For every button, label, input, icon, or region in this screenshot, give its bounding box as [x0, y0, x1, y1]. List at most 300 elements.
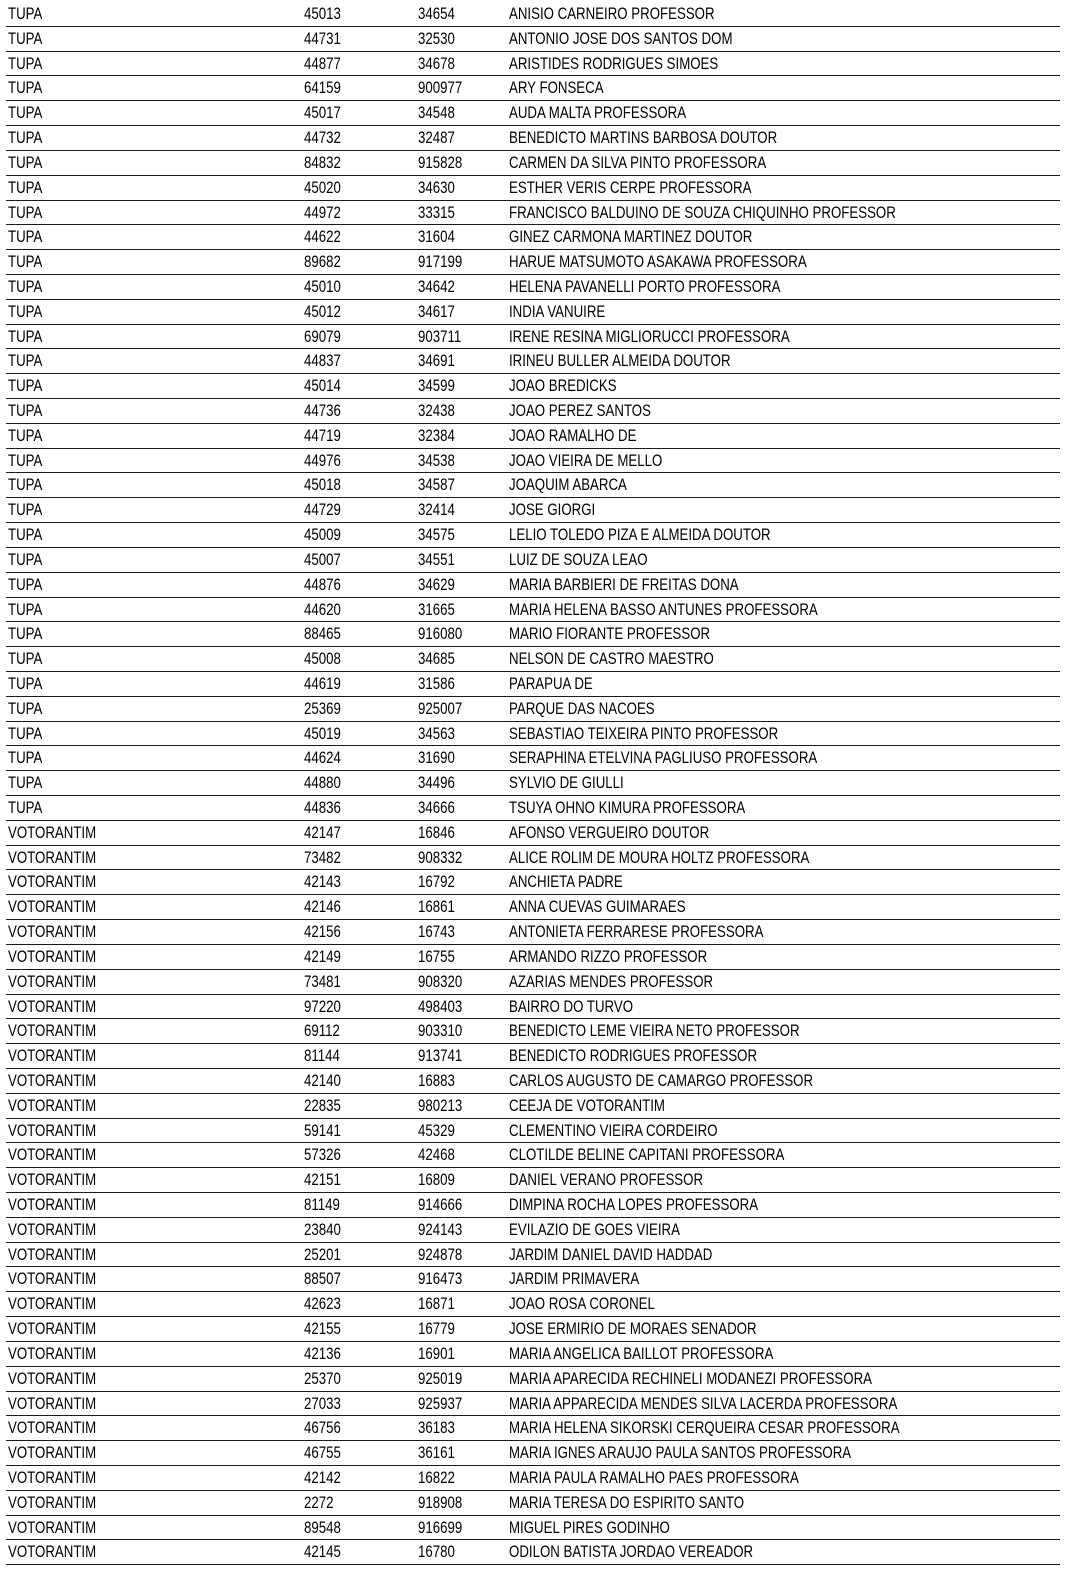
- table-row: [6, 498, 1060, 523]
- code-cell: 44876: [304, 574, 341, 594]
- city-cell: TUPA: [8, 376, 43, 396]
- city-cell: TUPA: [8, 152, 43, 172]
- cie-cell: 916473: [418, 1269, 463, 1289]
- table-row: [6, 846, 1060, 871]
- school-name-cell: CARLOS AUGUSTO DE CAMARGO PROFESSOR: [509, 1070, 814, 1090]
- cie-cell: 913741: [418, 1046, 463, 1066]
- city-cell: VOTORANTIM: [8, 1443, 97, 1463]
- table-row: [6, 1392, 1060, 1417]
- table-row: [6, 449, 1060, 474]
- code-cell: 89548: [304, 1517, 341, 1537]
- cie-cell: 34563: [418, 723, 455, 743]
- code-cell: 97220: [304, 996, 341, 1016]
- school-name-cell: SEBASTIAO TEIXEIRA PINTO PROFESSOR: [509, 723, 779, 743]
- table-row: [6, 76, 1060, 101]
- cie-cell: 925937: [418, 1393, 463, 1413]
- school-name-cell: PARAPUA DE: [509, 673, 593, 693]
- cie-cell: 34630: [418, 177, 455, 197]
- city-cell: TUPA: [8, 475, 43, 495]
- school-name-cell: DANIEL VERANO PROFESSOR: [509, 1170, 704, 1190]
- school-name-cell: ARMANDO RIZZO PROFESSOR: [509, 946, 708, 966]
- table-row: [6, 895, 1060, 920]
- code-cell: 44731: [304, 28, 341, 48]
- cie-cell: 34629: [418, 574, 455, 594]
- city-cell: TUPA: [8, 227, 43, 247]
- table-row: [6, 1342, 1060, 1367]
- code-cell: 59141: [304, 1120, 341, 1140]
- city-cell: VOTORANTIM: [8, 971, 97, 991]
- cie-cell: 498403: [418, 996, 463, 1016]
- code-cell: 44719: [304, 425, 341, 445]
- cie-cell: 925019: [418, 1368, 463, 1388]
- code-cell: 25369: [304, 698, 341, 718]
- table-row: [6, 1317, 1060, 1342]
- city-cell: VOTORANTIM: [8, 1343, 97, 1363]
- city-cell: TUPA: [8, 748, 43, 768]
- cie-cell: 34678: [418, 53, 455, 73]
- code-cell: 88465: [304, 624, 341, 644]
- city-cell: VOTORANTIM: [8, 922, 97, 942]
- cie-cell: 33315: [418, 202, 455, 222]
- cie-cell: 34691: [418, 351, 455, 371]
- city-cell: TUPA: [8, 4, 43, 23]
- cie-cell: 980213: [418, 1095, 463, 1115]
- school-name-cell: GINEZ CARMONA MARTINEZ DOUTOR: [509, 227, 753, 247]
- code-cell: 25370: [304, 1368, 341, 1388]
- code-cell: 45007: [304, 549, 341, 569]
- code-cell: 22835: [304, 1095, 341, 1115]
- school-name-cell: MARIA APARECIDA RECHINELI MODANEZI PROFESSORA: [509, 1368, 873, 1388]
- city-cell: TUPA: [8, 698, 43, 718]
- table-row: [6, 424, 1060, 449]
- city-cell: TUPA: [8, 401, 43, 420]
- city-cell: TUPA: [8, 301, 43, 321]
- city-cell: VOTORANTIM: [8, 1418, 97, 1438]
- city-cell: VOTORANTIM: [8, 897, 97, 917]
- cie-cell: 16901: [418, 1343, 455, 1363]
- table-row: [6, 523, 1060, 548]
- code-cell: 42140: [304, 1070, 341, 1090]
- table-row: [6, 796, 1060, 821]
- city-cell: TUPA: [8, 103, 43, 123]
- school-name-cell: CLOTILDE BELINE CAPITANI PROFESSORA: [509, 1145, 785, 1165]
- city-cell: VOTORANTIM: [8, 872, 97, 892]
- code-cell: 44836: [304, 798, 341, 817]
- school-name-cell: IRENE RESINA MIGLIORUCCI PROFESSORA: [509, 326, 790, 346]
- code-cell: 81144: [304, 1046, 340, 1066]
- city-cell: VOTORANTIM: [8, 1195, 97, 1214]
- code-cell: 44880: [304, 773, 341, 793]
- school-name-cell: ODILON BATISTA JORDAO VEREADOR: [509, 1542, 754, 1562]
- code-cell: 44619: [304, 673, 341, 693]
- city-cell: TUPA: [8, 500, 43, 520]
- school-table: [6, 2, 1060, 1565]
- cie-cell: 16743: [418, 922, 455, 942]
- table-row: [6, 1019, 1060, 1044]
- city-cell: TUPA: [8, 202, 43, 222]
- code-cell: 88507: [304, 1269, 341, 1289]
- city-cell: TUPA: [8, 624, 43, 644]
- school-name-cell: BENEDICTO MARTINS BARBOSA DOUTOR: [509, 128, 778, 148]
- city-cell: VOTORANTIM: [8, 847, 97, 867]
- school-name-cell: JOAO BREDICKS: [509, 376, 617, 396]
- school-name-cell: JOAO ROSA CORONEL: [509, 1294, 655, 1314]
- code-cell: 45018: [304, 475, 341, 495]
- city-cell: VOTORANTIM: [8, 1095, 97, 1115]
- table-row: [6, 250, 1060, 275]
- city-cell: TUPA: [8, 128, 43, 148]
- city-cell: TUPA: [8, 649, 43, 669]
- school-name-cell: ANTONIO JOSE DOS SANTOS DOM: [509, 28, 733, 48]
- city-cell: TUPA: [8, 28, 43, 48]
- code-cell: 42145: [304, 1542, 341, 1562]
- cie-cell: 42468: [418, 1145, 455, 1165]
- school-name-cell: BENEDICTO RODRIGUES PROFESSOR: [509, 1046, 758, 1066]
- code-cell: 44732: [304, 128, 341, 148]
- code-cell: 25201: [304, 1244, 341, 1264]
- school-name-cell: ESTHER VERIS CERPE PROFESSORA: [509, 177, 752, 197]
- code-cell: 45019: [304, 723, 341, 743]
- cie-cell: 34551: [418, 549, 455, 569]
- school-name-cell: MARIA IGNES ARAUJO PAULA SANTOS PROFESSORA: [509, 1443, 852, 1463]
- cie-cell: 34575: [418, 525, 455, 545]
- school-name-cell: JARDIM PRIMAVERA: [509, 1269, 640, 1289]
- code-cell: 45012: [304, 301, 341, 321]
- cie-cell: 915828: [418, 152, 463, 172]
- table-row: [6, 101, 1060, 126]
- cie-cell: 34538: [418, 450, 455, 470]
- city-cell: VOTORANTIM: [8, 1517, 97, 1537]
- school-name-cell: ARISTIDES RODRIGUES SIMOES: [509, 53, 719, 73]
- cie-cell: 16846: [418, 822, 455, 842]
- cie-cell: 16755: [418, 946, 455, 966]
- school-name-cell: JARDIM DANIEL DAVID HADDAD: [509, 1244, 713, 1264]
- table-row: [6, 27, 1060, 52]
- code-cell: 44622: [304, 227, 341, 247]
- table-row: [6, 1416, 1060, 1441]
- school-name-cell: SYLVIO DE GIULLI: [509, 773, 624, 793]
- code-cell: 42147: [304, 822, 341, 842]
- cie-cell: 45329: [418, 1120, 455, 1140]
- cie-cell: 31604: [418, 227, 455, 247]
- city-cell: VOTORANTIM: [8, 1492, 97, 1512]
- city-cell: TUPA: [8, 773, 43, 793]
- city-cell: VOTORANTIM: [8, 1145, 97, 1165]
- school-name-cell: PARQUE DAS NACOES: [509, 698, 655, 718]
- code-cell: 44972: [304, 202, 341, 222]
- cie-cell: 34617: [418, 301, 455, 321]
- school-name-cell: BAIRRO DO TURVO: [509, 996, 634, 1016]
- city-cell: TUPA: [8, 425, 43, 445]
- code-cell: 42146: [304, 897, 341, 917]
- school-name-cell: CEEJA DE VOTORANTIM: [509, 1095, 665, 1115]
- table-row: [6, 1367, 1060, 1392]
- cie-cell: 918908: [418, 1492, 463, 1512]
- city-cell: TUPA: [8, 525, 43, 545]
- table-row: [6, 300, 1060, 325]
- city-cell: TUPA: [8, 574, 43, 594]
- code-cell: 2272: [304, 1492, 334, 1512]
- table-row: [6, 151, 1060, 176]
- city-cell: TUPA: [8, 78, 43, 98]
- cie-cell: 16822: [418, 1467, 455, 1487]
- table-row: [6, 548, 1060, 573]
- table-row: [6, 1441, 1060, 1466]
- code-cell: 42142: [304, 1467, 341, 1487]
- cie-cell: 32487: [418, 128, 455, 148]
- school-name-cell: IRINEU BULLER ALMEIDA DOUTOR: [509, 351, 731, 371]
- table-row: [6, 1466, 1060, 1491]
- city-cell: TUPA: [8, 53, 43, 73]
- cie-cell: 34654: [418, 4, 455, 23]
- code-cell: 44729: [304, 500, 341, 520]
- city-cell: TUPA: [8, 798, 43, 817]
- code-cell: 42149: [304, 946, 341, 966]
- cie-cell: 16861: [418, 897, 455, 917]
- code-cell: 44620: [304, 599, 341, 619]
- code-cell: 73481: [304, 971, 341, 991]
- school-name-cell: AZARIAS MENDES PROFESSOR: [509, 971, 714, 991]
- city-cell: VOTORANTIM: [8, 1021, 97, 1041]
- cie-cell: 32438: [418, 401, 455, 420]
- table-row: [6, 920, 1060, 945]
- school-name-cell: ANCHIETA PADRE: [509, 872, 623, 892]
- code-cell: 73482: [304, 847, 341, 867]
- city-cell: TUPA: [8, 351, 43, 371]
- code-cell: 44736: [304, 401, 341, 420]
- school-name-cell: JOAO PEREZ SANTOS: [509, 401, 651, 420]
- table-row: [6, 1094, 1060, 1119]
- school-name-cell: MARIA BARBIERI DE FREITAS DONA: [509, 574, 739, 594]
- code-cell: 45017: [304, 103, 341, 123]
- code-cell: 44976: [304, 450, 341, 470]
- cie-cell: 34685: [418, 649, 455, 669]
- school-name-cell: ANTONIETA FERRARESE PROFESSORA: [509, 922, 764, 942]
- school-name-cell: HELENA PAVANELLI PORTO PROFESSORA: [509, 276, 781, 296]
- cie-cell: 34496: [418, 773, 455, 793]
- school-name-cell: INDIA VANUIRE: [509, 301, 606, 321]
- city-cell: TUPA: [8, 450, 43, 470]
- code-cell: 46756: [304, 1418, 341, 1438]
- cie-cell: 31690: [418, 748, 455, 768]
- code-cell: 57326: [304, 1145, 341, 1165]
- table-row: [6, 1491, 1060, 1516]
- cie-cell: 903310: [418, 1021, 463, 1041]
- city-cell: VOTORANTIM: [8, 1046, 97, 1066]
- cie-cell: 16792: [418, 872, 455, 892]
- table-row: [6, 1540, 1060, 1565]
- table-row: [6, 1218, 1060, 1243]
- school-name-cell: FRANCISCO BALDUINO DE SOUZA CHIQUINHO PROFESSOR: [509, 202, 896, 222]
- school-name-cell: JOAO VIEIRA DE MELLO: [509, 450, 663, 470]
- cie-cell: 908320: [418, 971, 463, 991]
- city-cell: VOTORANTIM: [8, 1120, 97, 1140]
- city-cell: VOTORANTIM: [8, 1368, 97, 1388]
- school-name-cell: JOSE GIORGI: [509, 500, 596, 520]
- table-row: [6, 374, 1060, 399]
- school-name-cell: TSUYA OHNO KIMURA PROFESSORA: [509, 798, 746, 817]
- code-cell: 42136: [304, 1343, 341, 1363]
- cie-cell: 32384: [418, 425, 455, 445]
- code-cell: 42151: [304, 1170, 341, 1190]
- table-row: [6, 126, 1060, 151]
- school-name-cell: MARIA APPARECIDA MENDES SILVA LACERDA PROFESSORA: [509, 1393, 898, 1413]
- city-cell: VOTORANTIM: [8, 1244, 97, 1264]
- cie-cell: 31665: [418, 599, 455, 619]
- cie-cell: 16871: [418, 1294, 455, 1314]
- table-row: [6, 672, 1060, 697]
- code-cell: 44877: [304, 53, 341, 73]
- code-cell: 45010: [304, 276, 341, 296]
- school-name-cell: EVILAZIO DE GOES VIEIRA: [509, 1219, 680, 1239]
- table-row: [6, 225, 1060, 250]
- table-row: [6, 573, 1060, 598]
- city-cell: VOTORANTIM: [8, 1319, 97, 1339]
- cie-cell: 36161: [418, 1443, 455, 1463]
- cie-cell: 916699: [418, 1517, 463, 1537]
- table-row: [6, 746, 1060, 771]
- table-row: [6, 821, 1060, 846]
- code-cell: 42156: [304, 922, 341, 942]
- table-row: [6, 598, 1060, 623]
- city-cell: VOTORANTIM: [8, 1467, 97, 1487]
- school-name-cell: MARIA TERESA DO ESPIRITO SANTO: [509, 1492, 745, 1512]
- table-row: [6, 722, 1060, 747]
- school-name-cell: MARIA HELENA SIKORSKI CERQUEIRA CESAR PROFESSORA: [509, 1418, 900, 1438]
- city-cell: VOTORANTIM: [8, 1170, 97, 1190]
- school-name-cell: ARY FONSECA: [509, 78, 604, 98]
- school-name-cell: AUDA MALTA PROFESSORA: [509, 103, 687, 123]
- city-cell: TUPA: [8, 723, 43, 743]
- cie-cell: 924878: [418, 1244, 463, 1264]
- city-cell: TUPA: [8, 326, 43, 346]
- code-cell: 42143: [304, 872, 341, 892]
- code-cell: 46755: [304, 1443, 341, 1463]
- table-row: [6, 1168, 1060, 1193]
- city-cell: VOTORANTIM: [8, 1070, 97, 1090]
- cie-cell: 32530: [418, 28, 455, 48]
- code-cell: 45014: [304, 376, 341, 396]
- table-row: [6, 325, 1060, 350]
- table-row: [6, 201, 1060, 226]
- table-row: [6, 697, 1060, 722]
- table-row: [6, 176, 1060, 201]
- school-name-cell: MARIA PAULA RAMALHO PAES PROFESSORA: [509, 1467, 799, 1487]
- code-cell: 84832: [304, 152, 341, 172]
- city-cell: TUPA: [8, 599, 43, 619]
- cie-cell: 925007: [418, 698, 463, 718]
- cie-cell: 908332: [418, 847, 463, 867]
- city-cell: TUPA: [8, 673, 43, 693]
- code-cell: 45009: [304, 525, 341, 545]
- code-cell: 81149: [304, 1195, 340, 1214]
- school-name-cell: MARIA HELENA BASSO ANTUNES PROFESSORA: [509, 599, 818, 619]
- city-cell: VOTORANTIM: [8, 1219, 97, 1239]
- table-row: [6, 1516, 1060, 1541]
- cie-cell: 903711: [418, 326, 462, 346]
- school-name-cell: NELSON DE CASTRO MAESTRO: [509, 649, 714, 669]
- code-cell: 69112: [304, 1021, 340, 1041]
- table-row: [6, 622, 1060, 647]
- table-row: [6, 1119, 1060, 1144]
- table-row: [6, 275, 1060, 300]
- city-cell: VOTORANTIM: [8, 1393, 97, 1413]
- school-name-cell: ANNA CUEVAS GUIMARAES: [509, 897, 686, 917]
- cie-cell: 31586: [418, 673, 455, 693]
- school-name-cell: MIGUEL PIRES GODINHO: [509, 1517, 670, 1537]
- table-row: [6, 995, 1060, 1020]
- cie-cell: 16883: [418, 1070, 455, 1090]
- table-row: [6, 1243, 1060, 1268]
- code-cell: 45013: [304, 4, 341, 23]
- cie-cell: 914666: [418, 1195, 463, 1214]
- table-row: [6, 1267, 1060, 1292]
- school-name-cell: JOAO RAMALHO DE: [509, 425, 637, 445]
- school-name-cell: ALICE ROLIM DE MOURA HOLTZ PROFESSORA: [509, 847, 810, 867]
- cie-cell: 16809: [418, 1170, 455, 1190]
- cie-cell: 36183: [418, 1418, 455, 1438]
- city-cell: TUPA: [8, 549, 43, 569]
- cie-cell: 32414: [418, 500, 455, 520]
- code-cell: 42623: [304, 1294, 341, 1314]
- city-cell: TUPA: [8, 276, 43, 296]
- code-cell: 64159: [304, 78, 341, 98]
- table-row: [6, 771, 1060, 796]
- cie-cell: 34599: [418, 376, 455, 396]
- table-row: [6, 349, 1060, 374]
- school-name-cell: BENEDICTO LEME VIEIRA NETO PROFESSOR: [509, 1021, 800, 1041]
- cie-cell: 924143: [418, 1219, 463, 1239]
- code-cell: 69079: [304, 326, 341, 346]
- city-cell: TUPA: [8, 177, 43, 197]
- code-cell: 42155: [304, 1319, 341, 1339]
- city-cell: TUPA: [8, 252, 43, 272]
- code-cell: 44624: [304, 748, 341, 768]
- table-row: [6, 52, 1060, 77]
- cie-cell: 34666: [418, 798, 455, 817]
- cie-cell: 34642: [418, 276, 455, 296]
- cie-cell: 34587: [418, 475, 455, 495]
- city-cell: VOTORANTIM: [8, 1294, 97, 1314]
- code-cell: 44837: [304, 351, 341, 371]
- table-row: [6, 870, 1060, 895]
- cie-cell: 16779: [418, 1319, 455, 1339]
- city-cell: VOTORANTIM: [8, 996, 97, 1016]
- school-name-cell: JOAQUIM ABARCA: [509, 475, 627, 495]
- table-row: [6, 473, 1060, 498]
- school-name-cell: LUIZ DE SOUZA LEAO: [509, 549, 648, 569]
- code-cell: 27033: [304, 1393, 341, 1413]
- city-cell: VOTORANTIM: [8, 946, 97, 966]
- cie-cell: 916080: [418, 624, 463, 644]
- table-row: [6, 647, 1060, 672]
- table-row: [6, 945, 1060, 970]
- cie-cell: 900977: [418, 78, 463, 98]
- code-cell: 23840: [304, 1219, 341, 1239]
- table-row: [6, 1044, 1060, 1069]
- city-cell: VOTORANTIM: [8, 1542, 97, 1562]
- school-name-cell: ANISIO CARNEIRO PROFESSOR: [509, 4, 715, 23]
- school-name-cell: JOSE ERMIRIO DE MORAES SENADOR: [509, 1319, 757, 1339]
- code-cell: 45008: [304, 649, 341, 669]
- table-row: [6, 2, 1060, 27]
- city-cell: VOTORANTIM: [8, 822, 97, 842]
- table-row: [6, 1292, 1060, 1317]
- code-cell: 89682: [304, 252, 341, 272]
- school-name-cell: HARUE MATSUMOTO ASAKAWA PROFESSORA: [509, 252, 807, 272]
- school-name-cell: MARIA ANGELICA BAILLOT PROFESSORA: [509, 1343, 774, 1363]
- school-name-cell: DIMPINA ROCHA LOPES PROFESSORA: [509, 1195, 759, 1214]
